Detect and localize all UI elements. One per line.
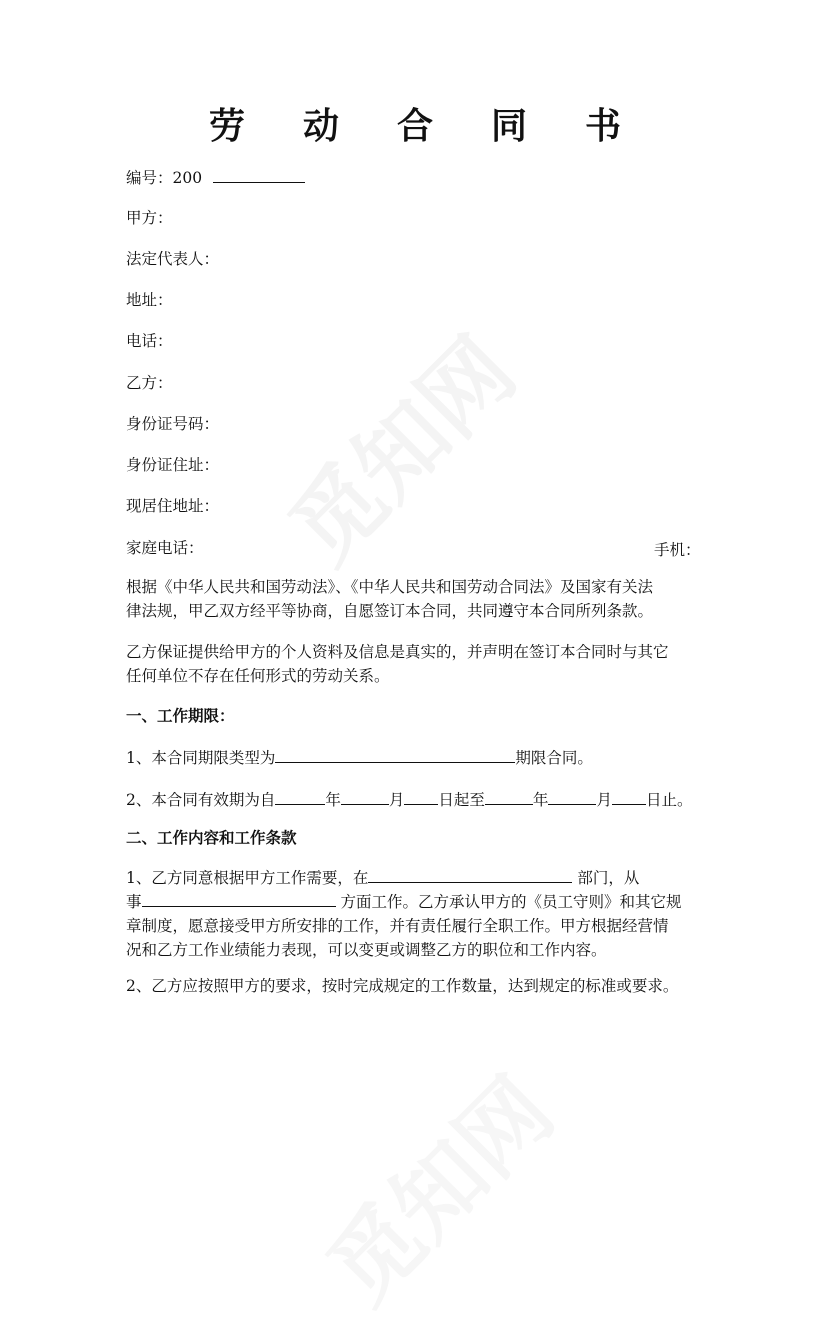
clause-2-1-text-a: 1、乙方同意根据甲方工作需要，在 <box>126 869 369 887</box>
watermark: 觅知网 <box>270 318 536 584</box>
end-day-label: 日止。 <box>645 791 693 809</box>
clause-2-1 <box>126 866 706 962</box>
clause-1-1 <box>126 746 593 768</box>
phone-label: 电话： <box>126 332 173 350</box>
guarantee-line-1: 乙方保证提供给甲方的个人资料及信息是真实的，并声明在签订本合同时与其它 <box>126 643 669 661</box>
start-year-blank <box>275 788 325 805</box>
id-number-label: 身份证号码： <box>126 415 220 433</box>
start-day-label: 日起至 <box>438 791 485 809</box>
start-month-label: 月 <box>388 791 405 809</box>
intro-paragraph <box>126 575 706 623</box>
clause-2-1-line-2 <box>126 890 706 914</box>
clause-2-1-text-c: 事 <box>126 893 142 911</box>
intro-line-2: 律法规，甲乙双方经平等协商，自愿签订本合同，共同遵守本合同所列条款。 <box>126 602 654 620</box>
mobile-label: 手机： <box>654 541 701 559</box>
end-year-label: 年 <box>532 791 549 809</box>
contract-number-blank <box>213 166 305 183</box>
clause-2-2: 2、乙方应按照甲方的要求，按时完成规定的工作数量，达到规定的标准或要求。 <box>126 977 679 995</box>
clause-1-2 <box>126 788 692 810</box>
page-title: 劳动合同书 <box>208 105 679 147</box>
clause-2-1-line-4: 况和乙方工作业绩能力表现，可以变更或调整乙方的职位和工作内容。 <box>126 941 607 959</box>
end-month-blank <box>548 788 596 805</box>
clause-2-1-text-b: 部门，从 <box>577 869 640 887</box>
legal-rep-label: 法定代表人： <box>126 250 220 268</box>
clause-1-2-text: 2、本合同有效期为自 <box>126 791 276 809</box>
start-year-label: 年 <box>325 791 341 809</box>
end-month-label: 月 <box>596 791 612 809</box>
id-address-label: 身份证住址： <box>126 456 220 474</box>
watermark-bottom: 觅知网 <box>308 1058 574 1324</box>
start-month-blank <box>341 788 389 805</box>
current-address-label: 现居住地址： <box>126 497 220 515</box>
guarantee-line-2: 任何单位不存在任何形式的劳动关系。 <box>126 667 390 685</box>
clause-1-1-suffix: 期限合同。 <box>515 749 593 767</box>
clause-2-1-text-d: 方面工作。乙方承认甲方的《员工守则》和其它规 <box>340 893 682 911</box>
party-a-label: 甲方： <box>126 209 173 227</box>
contract-type-blank <box>275 746 515 763</box>
intro-line-1: 根据《中华人民共和国劳动法》、《中华人民共和国劳动合同法》及国家有关法 <box>126 578 654 596</box>
clause-2-1-line-1 <box>126 866 706 890</box>
contract-number <box>126 166 305 188</box>
guarantee-paragraph <box>126 640 706 688</box>
start-day-blank <box>404 788 438 805</box>
end-year-blank <box>485 788 533 805</box>
clause-1-1-text: 1、本合同期限类型为 <box>126 749 276 767</box>
end-day-blank <box>612 788 646 805</box>
work-area-blank <box>142 890 336 907</box>
home-phone-label: 家庭电话： <box>126 539 204 557</box>
contract-number-label: 编号：200 <box>126 169 203 187</box>
party-b-label: 乙方： <box>126 374 173 392</box>
section-2-title: 二、工作内容和工作条款 <box>126 828 297 847</box>
address-label: 地址： <box>126 291 173 309</box>
clause-2-1-line-3: 章制度，愿意接受甲方所安排的工作，并有责任履行全职工作。甲方根据经营情 <box>126 917 669 935</box>
section-1-title: 一、工作期限： <box>126 706 235 725</box>
department-blank <box>368 866 572 883</box>
